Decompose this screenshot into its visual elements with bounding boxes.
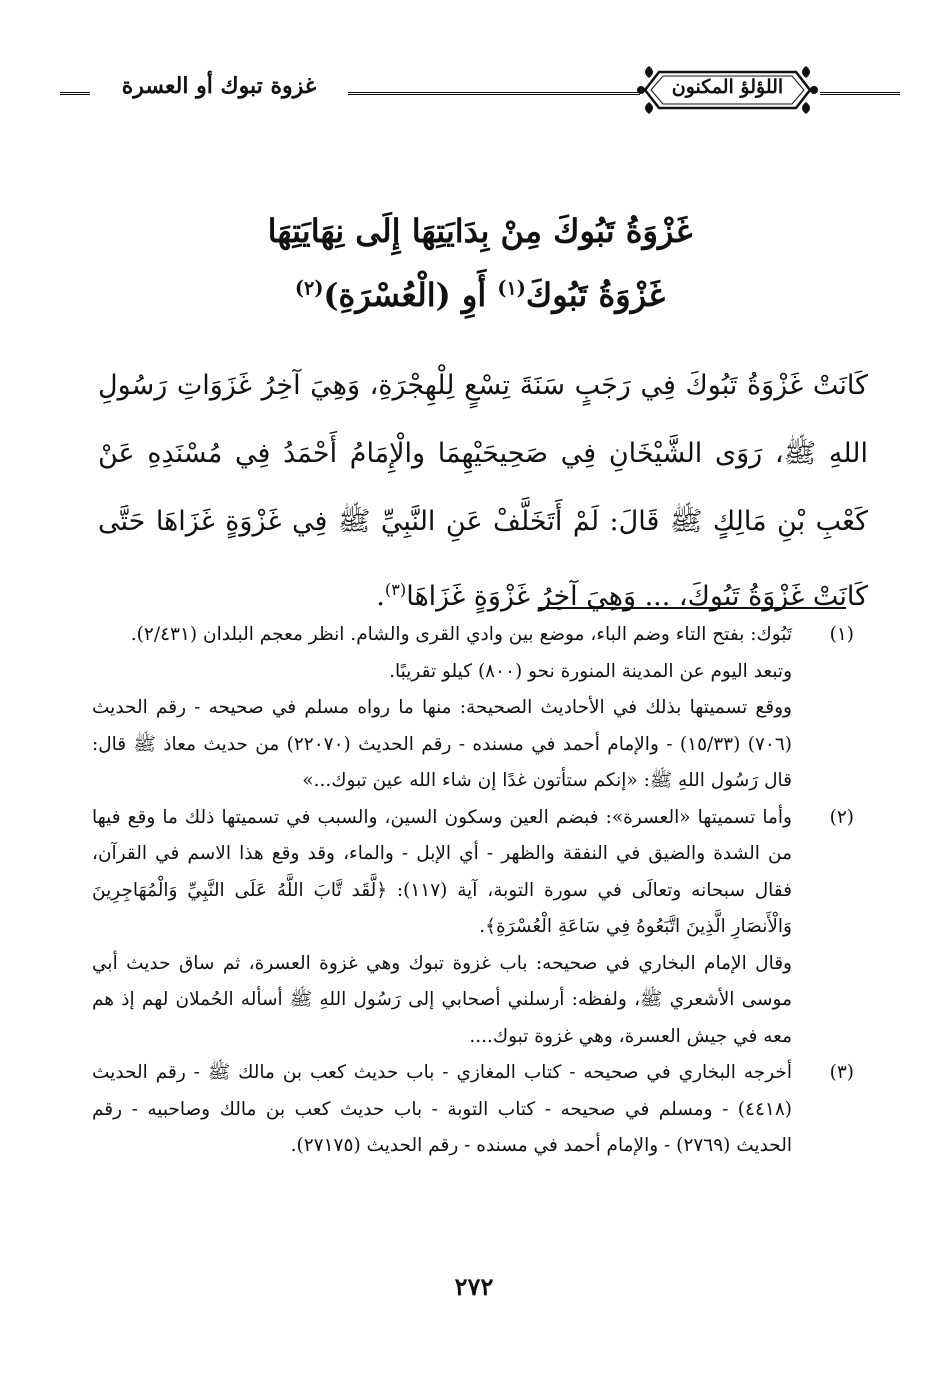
footnote-1 [92,617,854,800]
footnote-3 [92,1055,854,1165]
footnote-3-text: أخرجه البخاري في صحيحه - كتاب المغازي - باب حديث كعب بن مالك ﷺ - رقم الحديث (٤٤١٨) - ومسلم في صحيحه - كتاب التوبة - باب حديث كعب بن مالك وصاحبيه - رقم الحديث (٢٧٦٩) - والإمام أحمد في مسنده - رقم الحديث (٢٧١٧٥). [92,1062,792,1156]
subtitle-part-1: غَزْوَةُ تَبُوكَ [525,276,666,314]
footnote-separator [538,607,846,609]
footnote-2-para-2: وقال الإمام البخاري في صحيحه: باب غزوة تبوك وهي غزوة العسرة، ثم ساق حديث أبي موسى الأشعري ﷺ، ولفظه: أرسلني أصحابي إلى رَسُول اللهِ ﷺ أسأله الحُملان لهم إذ هم معه في جيش العسرة، وهي غزوة تبوك.... [92,952,792,1047]
footnote-number: (١) [829,624,854,645]
book-title-ornament [635,58,820,122]
chapter-title: غَزْوَةُ تَبُوكَ مِنْ بِدَايَتِهَا إِلَى نِهَايَتِهَا [267,212,693,250]
footnote-2-text: وأما تسميتها «العسرة»: فبضم العين وسكون السين، والسبب في تسميتها ذلك ما وقع فيها من الشدة والضيق في النفقة والظهر - أي الإبل - والماء، وقد وقع هذا الاسم في القرآن، فقال سبحانه وتعالَى في سورة التوبة، آية (١١٧): ﴿لَّقَد تَّابَ اللَّهُ عَلَى النَّبِيِّ وَالْمُهَاجِرِينَ وَالْأَنصَارِ الَّذِينَ اتَّبَعُوهُ فِي سَاعَةِ الْعُسْرَةِ﴾. [92,806,792,937]
footnote-text [92,800,792,1056]
running-title: غزوة تبوك أو العسرة [90,70,348,102]
footnote-number: (٣) [829,1062,854,1083]
body-paragraph [98,352,868,631]
footnote-1-para-2: وتبعد اليوم عن المدينة المنورة نحو (٨٠٠) كيلو تقريبًا. [389,660,792,682]
footnote-text [92,617,792,800]
page-header [60,58,900,128]
footnote-1-text: تَبُوك: بفتح التاء وضم الباء، موضع بين وادي القرى والشام. انظر معجم البلدان (٢/٤٣١). [130,624,792,645]
body-end: . [376,581,385,612]
footnote-2 [92,800,854,1056]
footnote-text [92,1055,792,1165]
book-title: اللؤلؤ المكنون [671,76,784,98]
footnote-ref-3: (٣) [384,580,407,599]
subtitle-part-2: أَوِ (الْعُسْرَةِ) [323,276,498,314]
footnote-number: (٢) [829,806,854,828]
header-rule-right [820,92,900,98]
footnotes [92,617,854,1165]
footnote-1-para-3: ووقع تسميتها بذلك في الأحاديث الصحيحة: منها ما رواه مسلم في صحيحه - رقم الحديث (٧٠٦) (١٥/٣٣) - والإمام أحمد في مسنده - رقم الحديث (٢٢٠٧٠) من حديث معاذ ﷺ قال: قال رَسُول اللهِ ﷺ: «إنكم ستأتون غدًا إن شاء الله عين تبوك...» [92,697,792,791]
body-text: كَانَتْ غَزْوَةُ تَبُوكَ فِي رَجَبٍ سَنَةَ تِسْعٍ لِلْهِجْرَةِ، وَهِيَ آخِرُ غَزَوَاتِ رَسُولِ اللهِ ﷺ، رَوَى الشَّيْخَانِ فِي صَحِيحَيْهِمَا والْإِمَامُ أَحْمَدُ فِي مُسْنَدِهِ عَنْ كَعْبِ بْنِ مَالِكٍ ﷺ قَالَ: لَمْ أَتَخَلَّفْ عَنِ النَّبِيِّ ﷺ فِي غَزْوَةٍ غَزَاهَا حَتَّى كَانَتْ غَزْوَةُ تَبُوكَ، ... وَهِيَ آخِرُ غَزْوَةٍ غَزَاهَا [98,370,868,612]
footnote-ref-1: (١) [497,276,526,300]
footnote-ref-2: (٢) [294,276,324,300]
page-number: ٢٧٢ [454,1272,494,1301]
chapter-subtitle [140,276,820,314]
